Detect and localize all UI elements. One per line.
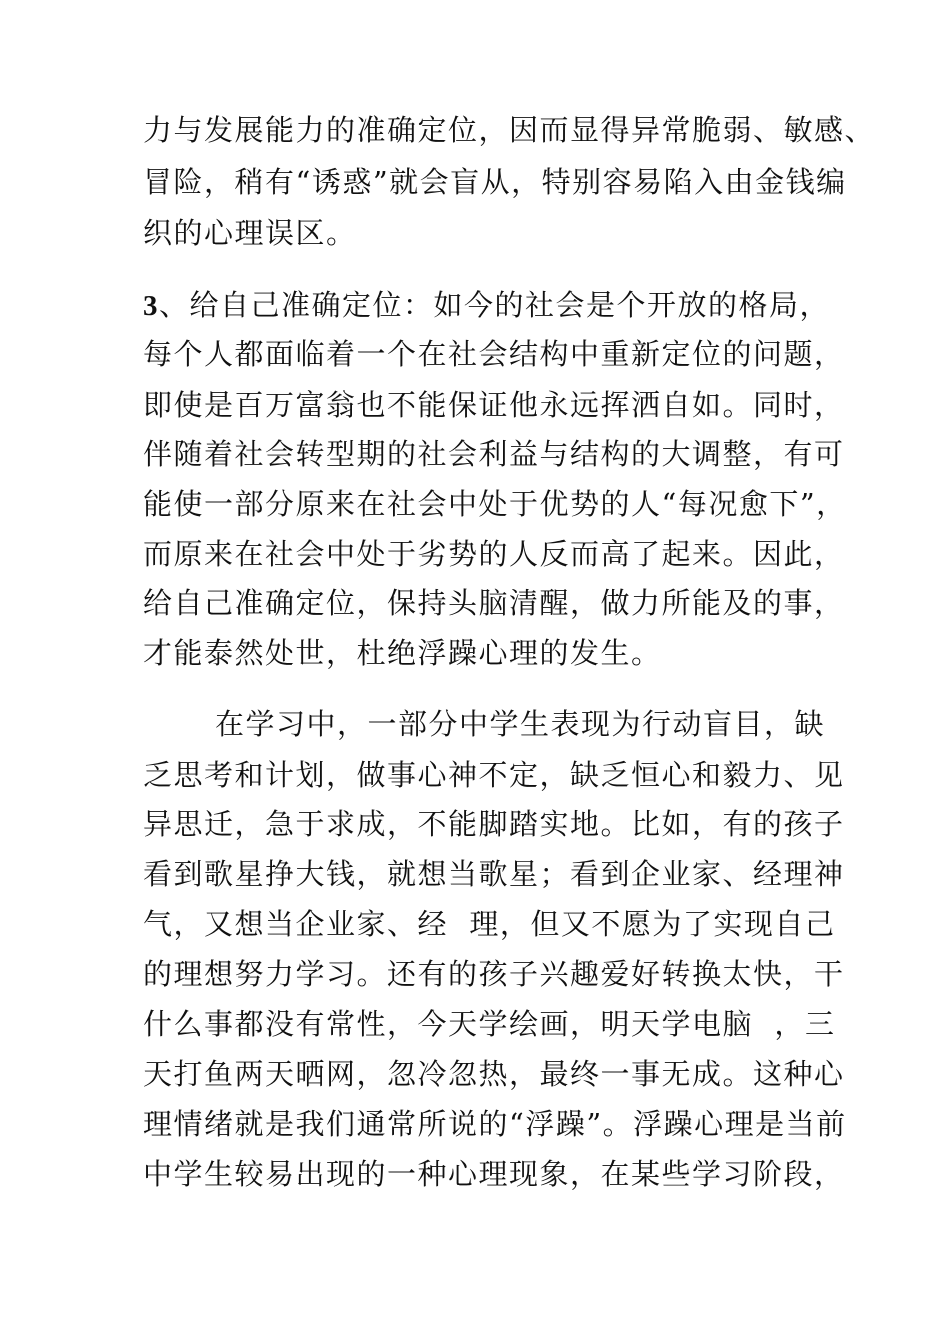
paragraph-3-line-7: 什么事都没有常性，今天学绘画，明天学电脑 ，三 bbox=[143, 1007, 836, 1041]
paragraph-3-line-1: 在学习中，一部分中学生表现为行动盲目，缺 bbox=[215, 707, 826, 741]
paragraph-3-line-4: 看到歌星挣大钱，就想当歌星；看到企业家、经理神 bbox=[143, 857, 845, 891]
paragraph-2-line-4: 伴随着社会转型期的社会利益与结构的大调整，有可 bbox=[143, 437, 845, 471]
paragraph-2-heading-text: 、给自己准确定位：如今的社会是个开放的格局， bbox=[159, 288, 831, 322]
paragraph-2-line-8: 才能泰然处世，杜绝浮躁心理的发生。 bbox=[143, 636, 662, 670]
paragraph-2-line-7: 给自己准确定位，保持头脑清醒，做力所能及的事， bbox=[143, 586, 845, 620]
paragraph-3-line-3: 异思迁，急于求成，不能脚踏实地。比如，有的孩子 bbox=[143, 807, 845, 841]
paragraph-3-line-5: 气，又想当企业家、经 理，但又不愿为了实现自己 bbox=[143, 907, 836, 941]
paragraph-3-line-9: 理情绪就是我们通常所说的“浮躁”。浮躁心理是当前 bbox=[143, 1107, 847, 1141]
paragraph-2-number: 3 bbox=[143, 290, 159, 322]
paragraph-2-line-6: 而原来在社会中处于劣势的人反而高了起来。因此， bbox=[143, 537, 845, 571]
paragraph-3-line-2: 乏思考和计划，做事心神不定，缺乏恒心和毅力、见 bbox=[143, 758, 845, 792]
paragraph-3-line-6: 的理想努力学习。还有的孩子兴趣爱好转换太快，干 bbox=[143, 957, 845, 991]
paragraph-3-line-8: 天打鱼两天晒网，忽冷忽热，最终一事无成。这种心 bbox=[143, 1057, 845, 1091]
paragraph-2-line-5: 能使一部分原来在社会中处于优势的人“每况愈下”， bbox=[143, 487, 847, 521]
paragraph-3-line-10: 中学生较易出现的一种心理现象，在某些学习阶段， bbox=[143, 1157, 845, 1191]
paragraph-1-line-3: 织的心理误区。 bbox=[143, 216, 357, 250]
paragraph-2-line-2: 每个人都面临着一个在社会结构中重新定位的问题， bbox=[143, 337, 845, 371]
paragraph-2-line-1 bbox=[143, 287, 830, 324]
paragraph-1-line-1: 力与发展能力的准确定位，因而显得异常脆弱、敏感、 bbox=[143, 113, 876, 147]
paragraph-2-line-3: 即使是百万富翁也不能保证他永远挥洒自如。同时， bbox=[143, 388, 845, 422]
paragraph-1-line-2: 冒险，稍有“诱惑”就会盲从，特别容易陷入由金钱编 bbox=[143, 165, 847, 199]
